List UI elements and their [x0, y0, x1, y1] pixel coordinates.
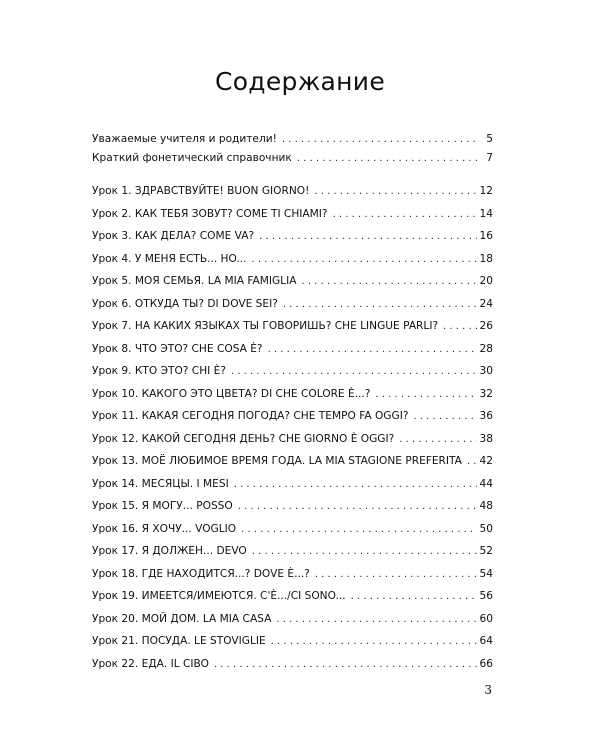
toc-entry-title: Урок 18. ГДЕ НАХОДИТСЯ...? DOVE È...?: [92, 567, 310, 580]
toc-entry-page: 30: [479, 365, 493, 377]
toc-entry[interactable]: [92, 132, 493, 151]
dot-leader: [259, 230, 476, 244]
dot-leader: [399, 433, 476, 447]
dot-leader: [333, 208, 477, 222]
toc-entry-page: 54: [479, 567, 493, 580]
toc-entry[interactable]: [92, 151, 493, 170]
dot-leader: [252, 545, 477, 559]
toc-entry-title: Урок 20. МОЙ ДОМ. LA MIA CASA: [92, 612, 272, 625]
toc-entry-lesson-6[interactable]: [92, 297, 493, 320]
dot-leader: [238, 500, 477, 514]
toc-entry-lesson-2[interactable]: [92, 207, 493, 230]
toc-entry-title: Урок 5. МОЯ СЕМЬЯ. LA MIA FAMIGLIA: [92, 275, 297, 287]
toc-entry-page: 64: [479, 635, 493, 647]
toc-entry-lesson-18[interactable]: [92, 567, 493, 590]
toc-entry-title: Урок 8. ЧТО ЭТО? CHE COSA È?: [92, 342, 263, 355]
toc-entry-title: Краткий фонетический справочник: [92, 152, 292, 164]
toc-entry-page: 52: [479, 545, 493, 557]
toc-entry-lesson-11[interactable]: [92, 409, 493, 432]
toc-intro-list: [92, 132, 493, 170]
toc-entry-lesson-15[interactable]: [92, 499, 493, 522]
toc-entry-title: Урок 7. НА КАКИХ ЯЗЫКАХ ТЫ ГОВОРИШЬ? CHE LINGUE PARLI?: [92, 320, 439, 332]
toc-entry-page: 60: [479, 612, 493, 625]
toc-entry-lesson-19[interactable]: [92, 589, 493, 612]
dot-leader: [351, 590, 477, 604]
toc-entry-title: Урок 17. Я ДОЛЖЕН... DEVO: [92, 545, 247, 557]
dot-leader: [301, 275, 476, 289]
dot-leader: [268, 343, 477, 357]
dot-leader: [283, 298, 477, 312]
toc-entry-page: 32: [479, 387, 493, 400]
toc-entry-page: 12: [479, 185, 493, 197]
toc-entry-page: 56: [479, 590, 493, 602]
toc-entry-title: Уважаемые учителя и родители!: [92, 133, 277, 145]
toc-entry-lesson-22[interactable]: [92, 657, 493, 680]
toc-entry-lesson-5[interactable]: [92, 274, 493, 297]
page-title: Содержание: [214, 66, 386, 96]
dot-leader: [297, 152, 478, 166]
toc-entry-title: Урок 2. КАК ТЕБЯ ЗОВУТ? COME TI CHIAMI?: [92, 207, 328, 220]
toc-entry-page: 26: [479, 320, 493, 332]
toc-entry-title: Урок 13. МОЁ ЛЮБИМОЕ ВРЕМЯ ГОДА. LA MIA STAGIONE PREFERITA: [92, 455, 462, 467]
toc-entry-lesson-12[interactable]: [92, 432, 493, 455]
dot-leader: [375, 388, 476, 402]
dot-leader: [231, 365, 477, 379]
toc-entry-page: 36: [479, 410, 493, 422]
toc-entry-title: Урок 12. КАКОЙ СЕГОДНЯ ДЕНЬ? CHE GIORNO È OGGI?: [92, 432, 395, 445]
dot-leader: [234, 478, 477, 492]
dot-leader: [413, 410, 476, 424]
toc-entry-title: Урок 6. ОТКУДА ТЫ? DI DOVE SEI?: [92, 297, 278, 310]
toc-entry-title: Урок 19. ИМЕЕТСЯ/ИМЕЮТСЯ. C'È.../CI SONO...: [92, 590, 346, 602]
dot-leader: [214, 658, 477, 672]
toc-entry-lesson-17[interactable]: [92, 544, 493, 567]
toc-entry-page: 48: [479, 500, 493, 512]
toc-entry-page: 16: [479, 230, 493, 242]
dot-leader: [467, 455, 477, 469]
toc-entry-title: Урок 15. Я МОГУ... POSSO: [92, 500, 233, 512]
toc-entry-lesson-3[interactable]: [92, 229, 493, 252]
toc-entry-title: Урок 1. ЗДРАВСТВУЙТЕ! BUON GIORNO!: [92, 185, 310, 197]
dot-leader: [315, 568, 477, 582]
toc-entry-title: Урок 4. У МЕНЯ ЕСТЬ... HO...: [92, 252, 247, 265]
toc-entry-lesson-8[interactable]: [92, 342, 493, 365]
toc-entry-page: 50: [479, 522, 493, 535]
toc-entry-lesson-16[interactable]: [92, 522, 493, 545]
toc-entry-lesson-10[interactable]: [92, 387, 493, 410]
toc-entry-page: 42: [479, 455, 493, 467]
dot-leader: [443, 320, 476, 334]
toc-entry-page: 14: [479, 207, 493, 220]
dot-leader: [282, 133, 478, 147]
toc-entry-page: 20: [479, 275, 493, 287]
toc-entry-lesson-20[interactable]: [92, 612, 493, 635]
toc-entry-title: Урок 14. МЕСЯЦЫ. I MESI: [92, 477, 229, 490]
page-number: 3: [484, 683, 492, 697]
toc-entry-title: Урок 16. Я ХОЧУ... VOGLIO: [92, 522, 237, 535]
dot-leader: [252, 253, 477, 267]
dot-leader: [314, 185, 476, 199]
toc-entry-lesson-14[interactable]: [92, 477, 493, 500]
toc-entry-page: 44: [479, 477, 493, 490]
toc-entry-title: Урок 3. КАК ДЕЛА? COME VA?: [92, 230, 255, 242]
toc-entry-title: Урок 11. КАКАЯ СЕГОДНЯ ПОГОДА? CHE TEMPO FA OGGI?: [92, 410, 409, 422]
toc-entry-lesson-13[interactable]: [92, 454, 493, 477]
toc-entry-title: Урок 9. КТО ЭТО? CHI È?: [92, 365, 226, 377]
toc-entry-page: 28: [479, 342, 493, 355]
toc-entry-page: 24: [479, 297, 493, 310]
toc-entry-lesson-9[interactable]: [92, 364, 493, 387]
toc-entry-title: Урок 21. ПОСУДА. LE STOVIGLIE: [92, 635, 266, 647]
toc-entry-page: 5: [486, 133, 493, 145]
toc-entry-page: 38: [479, 432, 493, 445]
toc-entry-page: 66: [479, 657, 493, 670]
dot-leader: [271, 635, 477, 649]
toc-entry-title: Урок 10. КАКОГО ЭТО ЦВЕТА? DI CHE COLORE È...?: [92, 387, 371, 400]
toc-entry-title: Урок 22. ЕДА. IL CIBO: [92, 657, 209, 670]
toc-entry-lesson-1[interactable]: [92, 184, 493, 207]
toc-entry-lesson-4[interactable]: [92, 252, 493, 275]
toc-lessons-list: [92, 184, 493, 679]
dot-leader: [276, 613, 476, 627]
toc-entry-page: 18: [479, 252, 493, 265]
toc-entry-lesson-7[interactable]: [92, 319, 493, 342]
toc-entry-lesson-21[interactable]: [92, 634, 493, 657]
dot-leader: [241, 523, 476, 537]
toc-entry-page: 7: [486, 152, 493, 164]
